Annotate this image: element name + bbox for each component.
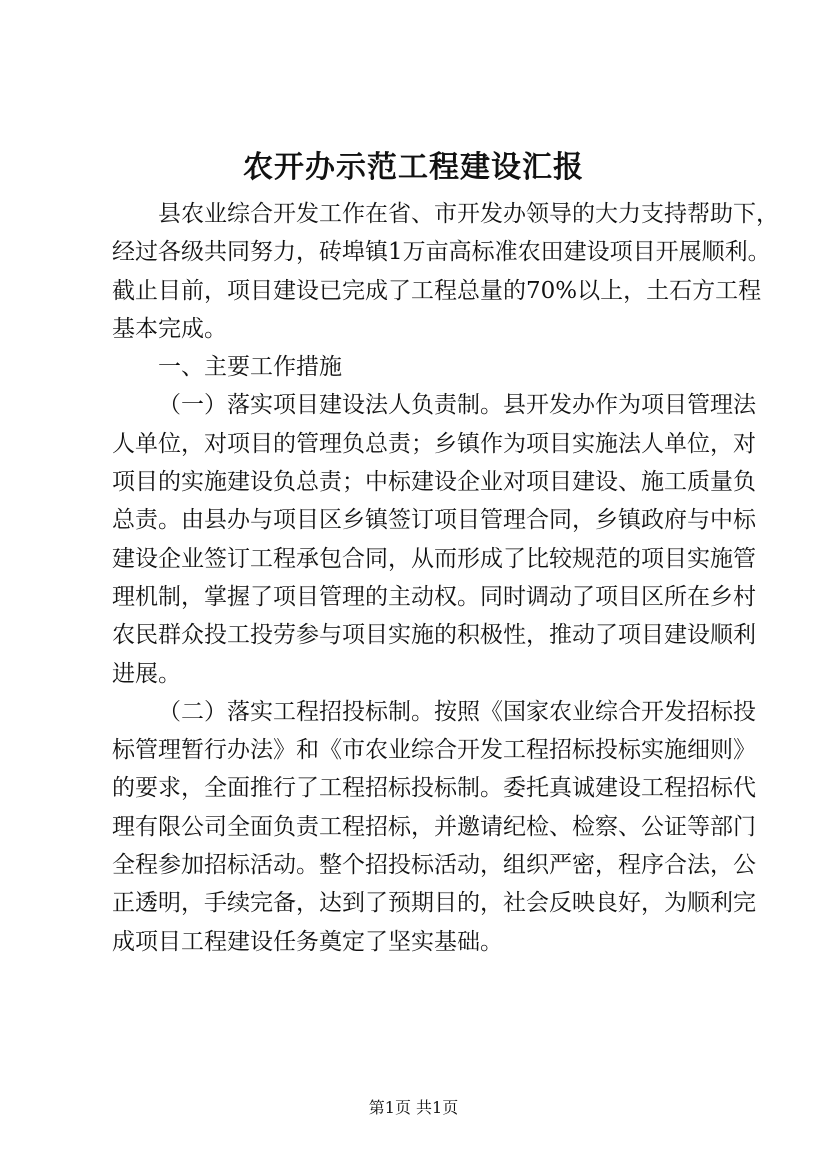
text-line: 全程参加招标活动。整个招投标活动，组织严密，程序合法，公 [112,852,756,879]
text-line: 进展。 [112,660,181,687]
text-line: 项目的实施建设负总责；中标建设企业对项目建设、施工质量负 [112,469,756,496]
text-line: 一、主要工作措施 [158,354,342,381]
text-line: （二）落实工程招投标制。按照《国家农业综合开发招标投 [158,698,756,725]
text-line: 总责。由县办与项目区乡镇签订项目管理合同，乡镇政府与中标 [112,507,756,534]
text-line: 理有限公司全面负责工程招标，并邀请纪检、检察、公证等部门 [112,813,756,840]
text-line: 正透明，手续完备，达到了预期目的，社会反映良好，为顺利完 [112,890,756,917]
text-line: 成项目工程建设任务奠定了坚实基础。 [112,928,503,955]
text-line: 基本完成。 [112,315,227,342]
page-footer: 第1页 共1页 [368,1098,459,1117]
text-line: 标管理暂行办法》和《市农业综合开发工程招标投标实施细则》 [112,737,756,764]
text-line: 截止目前，项目建设已完成了工程总量的70%以上，土石方工程 [112,277,762,304]
text-line: 县农业综合开发工作在省、市开发办领导的大力支持帮助下， [158,201,779,227]
document-title: 农开办示范工程建设汇报 [243,150,584,185]
text-line: 的要求，全面推行了工程招标投标制。委托真诚建设工程招标代 [112,775,756,802]
document-body [112,195,779,961]
text-line: 人单位，对项目的管理负总责；乡镇作为项目实施法人单位，对 [112,430,756,457]
text-line: 农民群众投工投劳参与项目实施的积极性，推动了项目建设顺利 [112,622,756,649]
text-line: 建设企业签订工程承包合同，从而形成了比较规范的项目实施管 [112,545,756,572]
text-line: 经过各级共同努力，砖埠镇1万亩高标准农田建设项目开展顺利。 [112,239,771,266]
text-line: 理机制，掌握了项目管理的主动权。同时调动了项目区所在乡村 [112,583,756,610]
text-line: （一）落实项目建设法人负责制。县开发办作为项目管理法 [158,392,756,419]
